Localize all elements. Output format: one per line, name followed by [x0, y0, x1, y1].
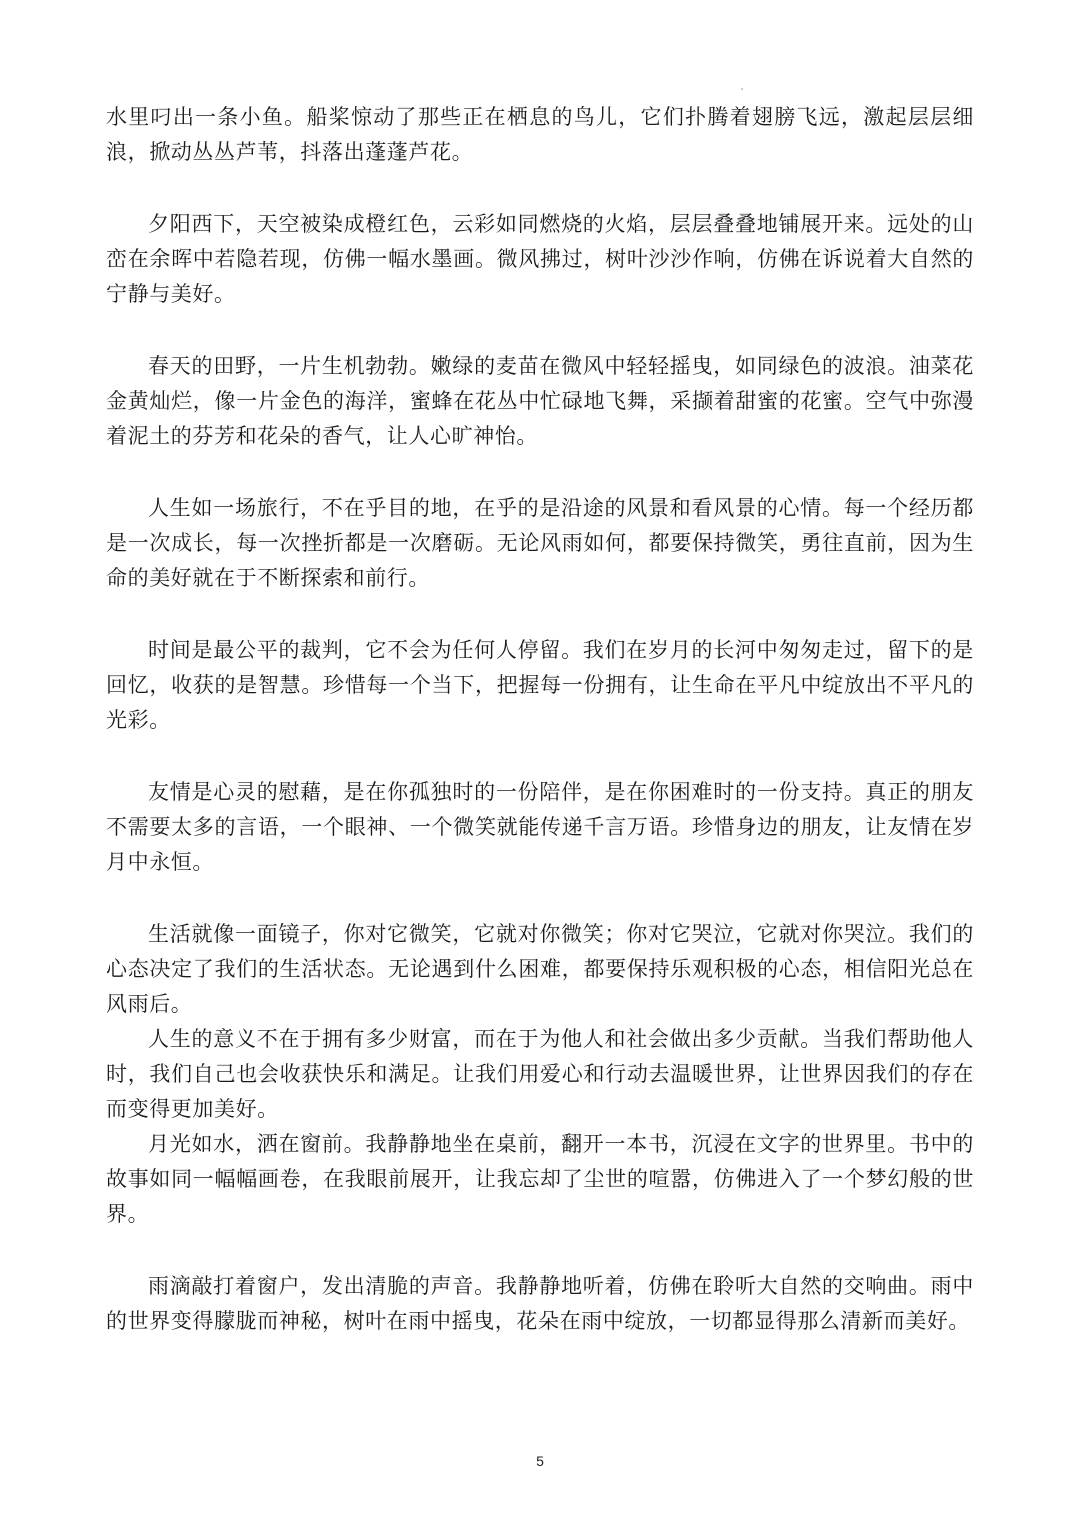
- paragraph-9: 月光如水，洒在窗前。我静静地坐在桌前，翻开一本书，沉浸在文字的世界里。书中的故事如同一幅幅画卷，在我眼前展开，让我忘却了尘世的喧嚣，仿佛进入了一个梦幻般的世界。: [106, 1132, 974, 1226]
- paragraph-1: 水里叼出一条小鱼。船桨惊动了那些正在栖息的鸟儿，它们扑腾着翅膀飞远，激起层层细浪，掀动丛丛芦苇，抖落出蓬蓬芦花。: [106, 105, 974, 164]
- paragraph-8: 人生的意义不在于拥有多少财富，而在于为他人和社会做出多少贡献。当我们帮助他人时，我们自己也会收获快乐和满足。让我们用爱心和行动去温暖世界，让世界因我们的存在而变得更加美好。: [106, 1027, 974, 1121]
- paragraph-7: 生活就像一面镜子，你对它微笑，它就对你微笑；你对它哭泣，它就对你哭泣。我们的心态决定了我们的生活状态。无论遇到什么困难，都要保持乐观积极的心态，相信阳光总在风雨后。: [106, 922, 974, 1016]
- page-number: 5: [536, 1453, 544, 1469]
- paragraph-4: 人生如一场旅行，不在乎目的地，在乎的是沿途的风景和看风景的心情。每一个经历都是一次成长，每一次挫折都是一次磨砺。无论风雨如何，都要保持微笑，勇往直前，因为生命的美好就在于不断探索和前行。: [106, 496, 974, 590]
- body-text: [106, 100, 974, 1339]
- paragraph-5: 时间是最公平的裁判，它不会为任何人停留。我们在岁月的长河中匆匆走过，留下的是回忆，收获的是智慧。珍惜每一个当下，把握每一份拥有，让生命在平凡中绽放出不平凡的光彩。: [106, 638, 974, 732]
- scan-speck: [741, 88, 743, 90]
- paragraph-6: 友情是心灵的慰藉，是在你孤独时的一份陪伴，是在你困难时的一份支持。真正的朋友不需要太多的言语，一个眼神、一个微笑就能传递千言万语。珍惜身边的朋友，让友情在岁月中永恒。: [106, 780, 974, 874]
- paragraph-2: 夕阳西下，天空被染成橙红色，云彩如同燃烧的火焰，层层叠叠地铺展开来。远处的山峦在余晖中若隐若现，仿佛一幅水墨画。微风拂过，树叶沙沙作响，仿佛在诉说着大自然的宁静与美好。: [106, 212, 974, 306]
- paragraph-10: 雨滴敲打着窗户，发出清脆的声音。我静静地听着，仿佛在聆听大自然的交响曲。雨中的世界变得朦胧而神秘，树叶在雨中摇曳，花朵在雨中绽放，一切都显得那么清新而美好。: [106, 1274, 974, 1333]
- paragraph-3: 春天的田野，一片生机勃勃。嫩绿的麦苗在微风中轻轻摇曳，如同绿色的波浪。油菜花金黄灿烂，像一片金色的海洋，蜜蜂在花丛中忙碌地飞舞，采撷着甜蜜的花蜜。空气中弥漫着泥土的芬芳和花朵的香气，让人心旷神怡。: [106, 354, 974, 448]
